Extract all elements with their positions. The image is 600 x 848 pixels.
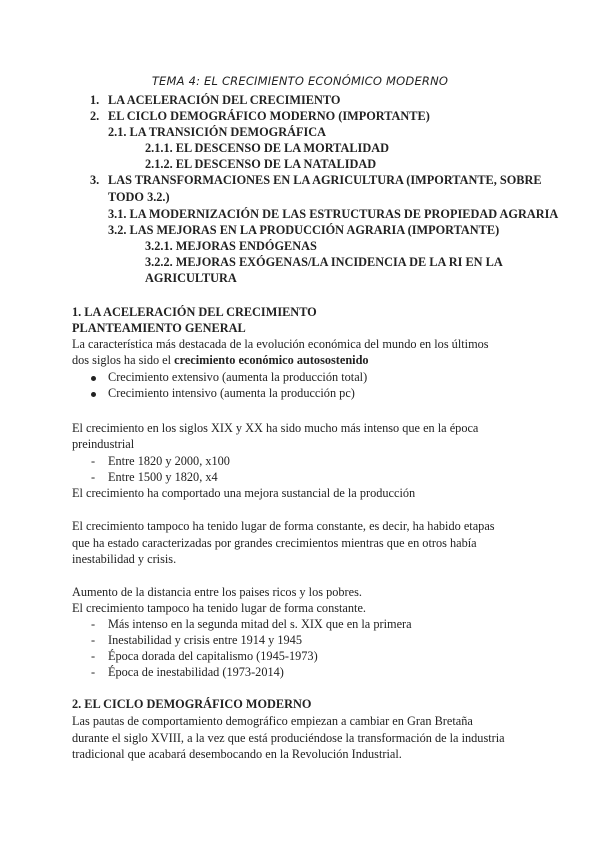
toc-number-2: 2.: [90, 109, 100, 123]
toc-number-3: 3.: [90, 173, 100, 187]
section-1-paragraph-6: El crecimiento tampoco ha tenido lugar de forma constante.: [72, 601, 366, 615]
dash-icon: -: [91, 633, 96, 647]
toc-item-3: LAS TRANSFORMACIONES EN LA AGRICULTURA (IMPORTANTE, SOBRE: [108, 173, 542, 187]
emphasis-text: crecimiento económico autosostenido: [174, 353, 369, 367]
paragraph-text: dos siglos ha sido el: [72, 353, 175, 367]
section-1-paragraph-4-cont: que ha estado caracterizadas por grandes crecimientos mientras que en otros había: [72, 536, 477, 550]
toc-item-3-2-2-cont: AGRICULTURA: [145, 271, 237, 285]
toc-number-1: 1.: [90, 93, 100, 107]
toc-item-2-1-2: 2.1.2. EL DESCENSO DE LA NATALIDAD: [145, 157, 377, 171]
bullet-icon: [91, 392, 96, 397]
section-1-paragraph-3: El crecimiento ha comportado una mejora sustancial de la producción: [72, 486, 416, 500]
dash-item: Época dorada del capitalismo (1945-1973): [108, 649, 318, 663]
toc-item-2: EL CICLO DEMOGRÁFICO MODERNO (IMPORTANTE): [108, 109, 430, 123]
section-1-subheading: PLANTEAMIENTO GENERAL: [72, 321, 246, 335]
section-2-paragraph-1-end: tradicional que acabará desembocando en la Revolución Industrial.: [72, 747, 402, 761]
section-1-paragraph-1-cont: [72, 352, 369, 369]
toc-item-3-2-1: 3.2.1. MEJORAS ENDÓGENAS: [145, 239, 317, 253]
document-title: TEMA 4: EL CRECIMIENTO ECONÓMICO MODERNO: [151, 74, 449, 88]
dash-icon: -: [91, 617, 96, 631]
dash-icon: -: [91, 470, 96, 484]
toc-item-1: LA ACELERACIÓN DEL CRECIMIENTO: [108, 93, 341, 107]
toc-item-3-cont: TODO 3.2.): [108, 190, 170, 204]
section-1-paragraph-2: El crecimiento en los siglos XIX y XX ha sido mucho más intenso que en la época: [72, 421, 479, 435]
dash-item: Más intenso en la segunda mitad del s. XIX que en la primera: [108, 617, 412, 631]
dash-item: Inestabilidad y crisis entre 1914 y 1945: [108, 633, 302, 647]
bullet-icon: [91, 376, 96, 381]
dash-icon: -: [91, 454, 96, 468]
toc-item-2-1-1: 2.1.1. EL DESCENSO DE LA MORTALIDAD: [145, 141, 389, 155]
dash-item: Época de inestabilidad (1973-2014): [108, 665, 284, 679]
section-1-paragraph-2-cont: preindustrial: [72, 437, 135, 451]
dash-item: Entre 1820 y 2000, x100: [108, 454, 230, 468]
section-1-paragraph-5: Aumento de la distancia entre los paises ricos y los pobres.: [72, 585, 362, 599]
section-2-paragraph-1: Las pautas de comportamiento demográfico empiezan a cambiar en Gran Bretaña: [72, 714, 473, 728]
section-1-heading: 1. LA ACELERACIÓN DEL CRECIMIENTO: [72, 305, 317, 319]
dash-item: Entre 1500 y 1820, x4: [108, 470, 218, 484]
toc-item-3-2: 3.2. LAS MEJORAS EN LA PRODUCCIÓN AGRARIA (IMPORTANTE): [108, 223, 500, 237]
toc-item-2-1: 2.1. LA TRANSICIÓN DEMOGRÁFICA: [108, 125, 327, 139]
dash-icon: -: [91, 649, 96, 663]
section-1-paragraph-4: El crecimiento tampoco ha tenido lugar de forma constante, es decir, ha habido etapas: [72, 519, 495, 533]
bullet-item-2: Crecimiento intensivo (aumenta la producción pc): [108, 386, 355, 400]
bullet-item-1: Crecimiento extensivo (aumenta la producción total): [108, 370, 368, 384]
section-1-paragraph-1: La característica más destacada de la evolución económica del mundo en los últimos: [72, 337, 489, 351]
section-2-paragraph-1-cont: durante el siglo XVIII, a la vez que está produciéndose la transformación de la industria: [72, 731, 505, 745]
section-1-paragraph-4-end: inestabilidad y crisis.: [72, 552, 177, 566]
toc-item-3-2-2: 3.2.2. MEJORAS EXÓGENAS/LA INCIDENCIA DE LA RI EN LA: [145, 255, 503, 269]
section-2-heading: 2. EL CICLO DEMOGRÁFICO MODERNO: [72, 697, 312, 711]
dash-icon: -: [91, 665, 96, 679]
toc-item-3-1: 3.1. LA MODERNIZACIÓN DE LAS ESTRUCTURAS DE PROPIEDAD AGRARIA: [108, 207, 559, 221]
